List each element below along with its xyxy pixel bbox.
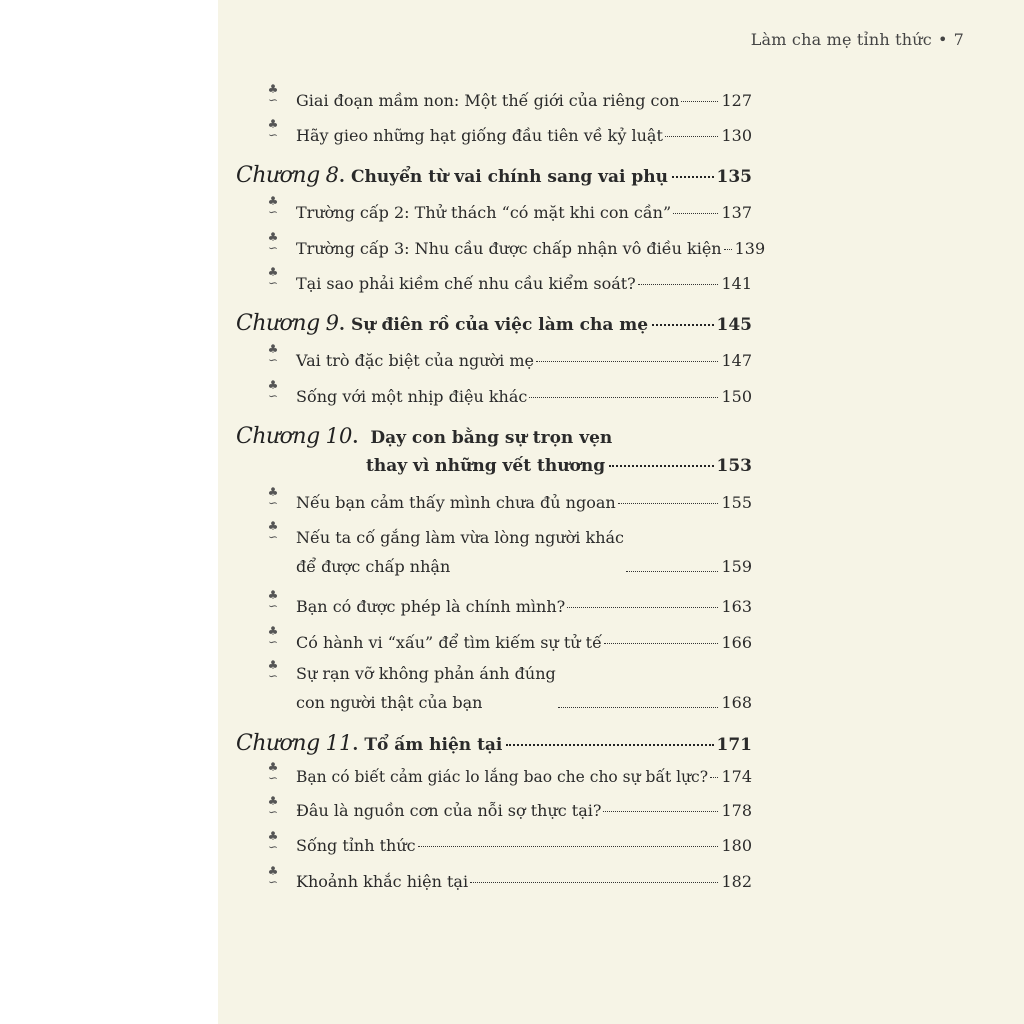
- chapter-label: Chương: [236, 163, 320, 188]
- toc-entry: Bạn có được phép là chính mình? 163: [296, 597, 752, 616]
- book-page: [218, 0, 1024, 1024]
- chapter-title: Chuyển từ vai chính sang vai phụ: [350, 167, 669, 187]
- toc-entry: Nếu ta cố gắng làm vừa lòng người khác để được chấp nhận 159: [296, 528, 752, 576]
- trefoil-icon: ♣ ∽: [267, 230, 279, 255]
- toc-entry: Nếu bạn cảm thấy mình chưa đủ ngoan 155: [296, 493, 752, 512]
- trefoil-icon: ♣ ∽: [267, 342, 279, 367]
- trefoil-icon: ♣ ∽: [267, 378, 279, 403]
- book-title: Làm cha mẹ tỉnh thức: [750, 30, 932, 49]
- trefoil-icon: ♣ ∽: [267, 864, 279, 889]
- toc-entry: Trường cấp 3: Nhu cầu được chấp nhận vô điều kiện 139: [296, 239, 766, 258]
- chapter-title: thay vì những vết thương: [366, 456, 606, 476]
- toc-entry: Trường cấp 2: Thử thách “có mặt khi con cần” 137: [296, 203, 752, 222]
- trefoil-icon: ♣ ∽: [267, 794, 279, 819]
- trefoil-icon: ♣ ∽: [267, 265, 279, 290]
- trefoil-icon: ♣ ∽: [267, 194, 279, 219]
- trefoil-icon: ♣ ∽: [267, 588, 279, 613]
- trefoil-icon: ♣ ∽: [267, 82, 279, 107]
- chapter-label: Chương: [236, 424, 320, 449]
- chapter-heading-continued: [366, 454, 752, 478]
- trefoil-icon: ♣ ∽: [267, 760, 279, 785]
- chapter-heading: Chương 11 . Tổ ấm hiện tại 171: [236, 731, 752, 756]
- chapter-title: Sự điên rồ của việc làm cha mẹ: [350, 315, 649, 335]
- toc-entry: Khoảnh khắc hiện tại 182: [296, 872, 752, 891]
- toc-entry: Đâu là nguồn cơn của nỗi sợ thực tại? 178: [296, 801, 752, 820]
- toc-entry: Sống tỉnh thức 180: [296, 836, 752, 855]
- chapter-page: 145: [716, 315, 752, 335]
- trefoil-icon: ♣ ∽: [267, 624, 279, 649]
- toc-entry: Sống với một nhịp điệu khác 150: [296, 387, 752, 406]
- header-separator: •: [937, 30, 948, 49]
- toc-entry: Tại sao phải kiềm chế nhu cầu kiểm soát? 141: [296, 274, 752, 293]
- toc-entry: Có hành vi “xấu” để tìm kiếm sự tử tế 166: [296, 633, 752, 652]
- trefoil-icon: ♣ ∽: [267, 117, 279, 142]
- chapter-title: Dạy con bằng sự trọn vẹn: [370, 428, 613, 448]
- trefoil-icon: ♣ ∽: [267, 658, 279, 683]
- chapter-heading: Chương 8 . Chuyển từ vai chính sang vai phụ 135: [236, 163, 752, 188]
- chapter-page: 153: [716, 456, 752, 476]
- chapter-page: 171: [716, 735, 752, 755]
- chapter-heading: Chương 9 . Sự điên rồ của việc làm cha mẹ 145: [236, 311, 752, 336]
- toc-entry: Vai trò đặc biệt của người mẹ 147: [296, 351, 752, 370]
- page-number: 7: [953, 30, 964, 49]
- toc-entry: Giai đoạn mầm non: Một thế giới của riêng con 127: [296, 91, 752, 110]
- chapter-page: 135: [716, 167, 752, 187]
- chapter-label: Chương: [236, 311, 320, 336]
- trefoil-icon: ♣ ∽: [267, 485, 279, 510]
- chapter-label: Chương: [236, 731, 320, 756]
- toc-entry: Hãy gieo những hạt giống đầu tiên về kỷ luật 130: [296, 126, 752, 145]
- toc-entry: Bạn có biết cảm giác lo lắng bao che cho sự bất lực? 174: [296, 767, 752, 786]
- trefoil-icon: ♣ ∽: [267, 519, 279, 544]
- toc-entry: Sự rạn vỡ không phản ánh đúng con người thật của bạn 168: [296, 664, 752, 712]
- chapter-title: Tổ ấm hiện tại: [364, 735, 503, 755]
- trefoil-icon: ♣ ∽: [267, 829, 279, 854]
- chapter-heading: Chương 10 . Dạy con bằng sự trọn vẹn: [236, 424, 613, 449]
- table-of-contents: [218, 0, 1024, 1024]
